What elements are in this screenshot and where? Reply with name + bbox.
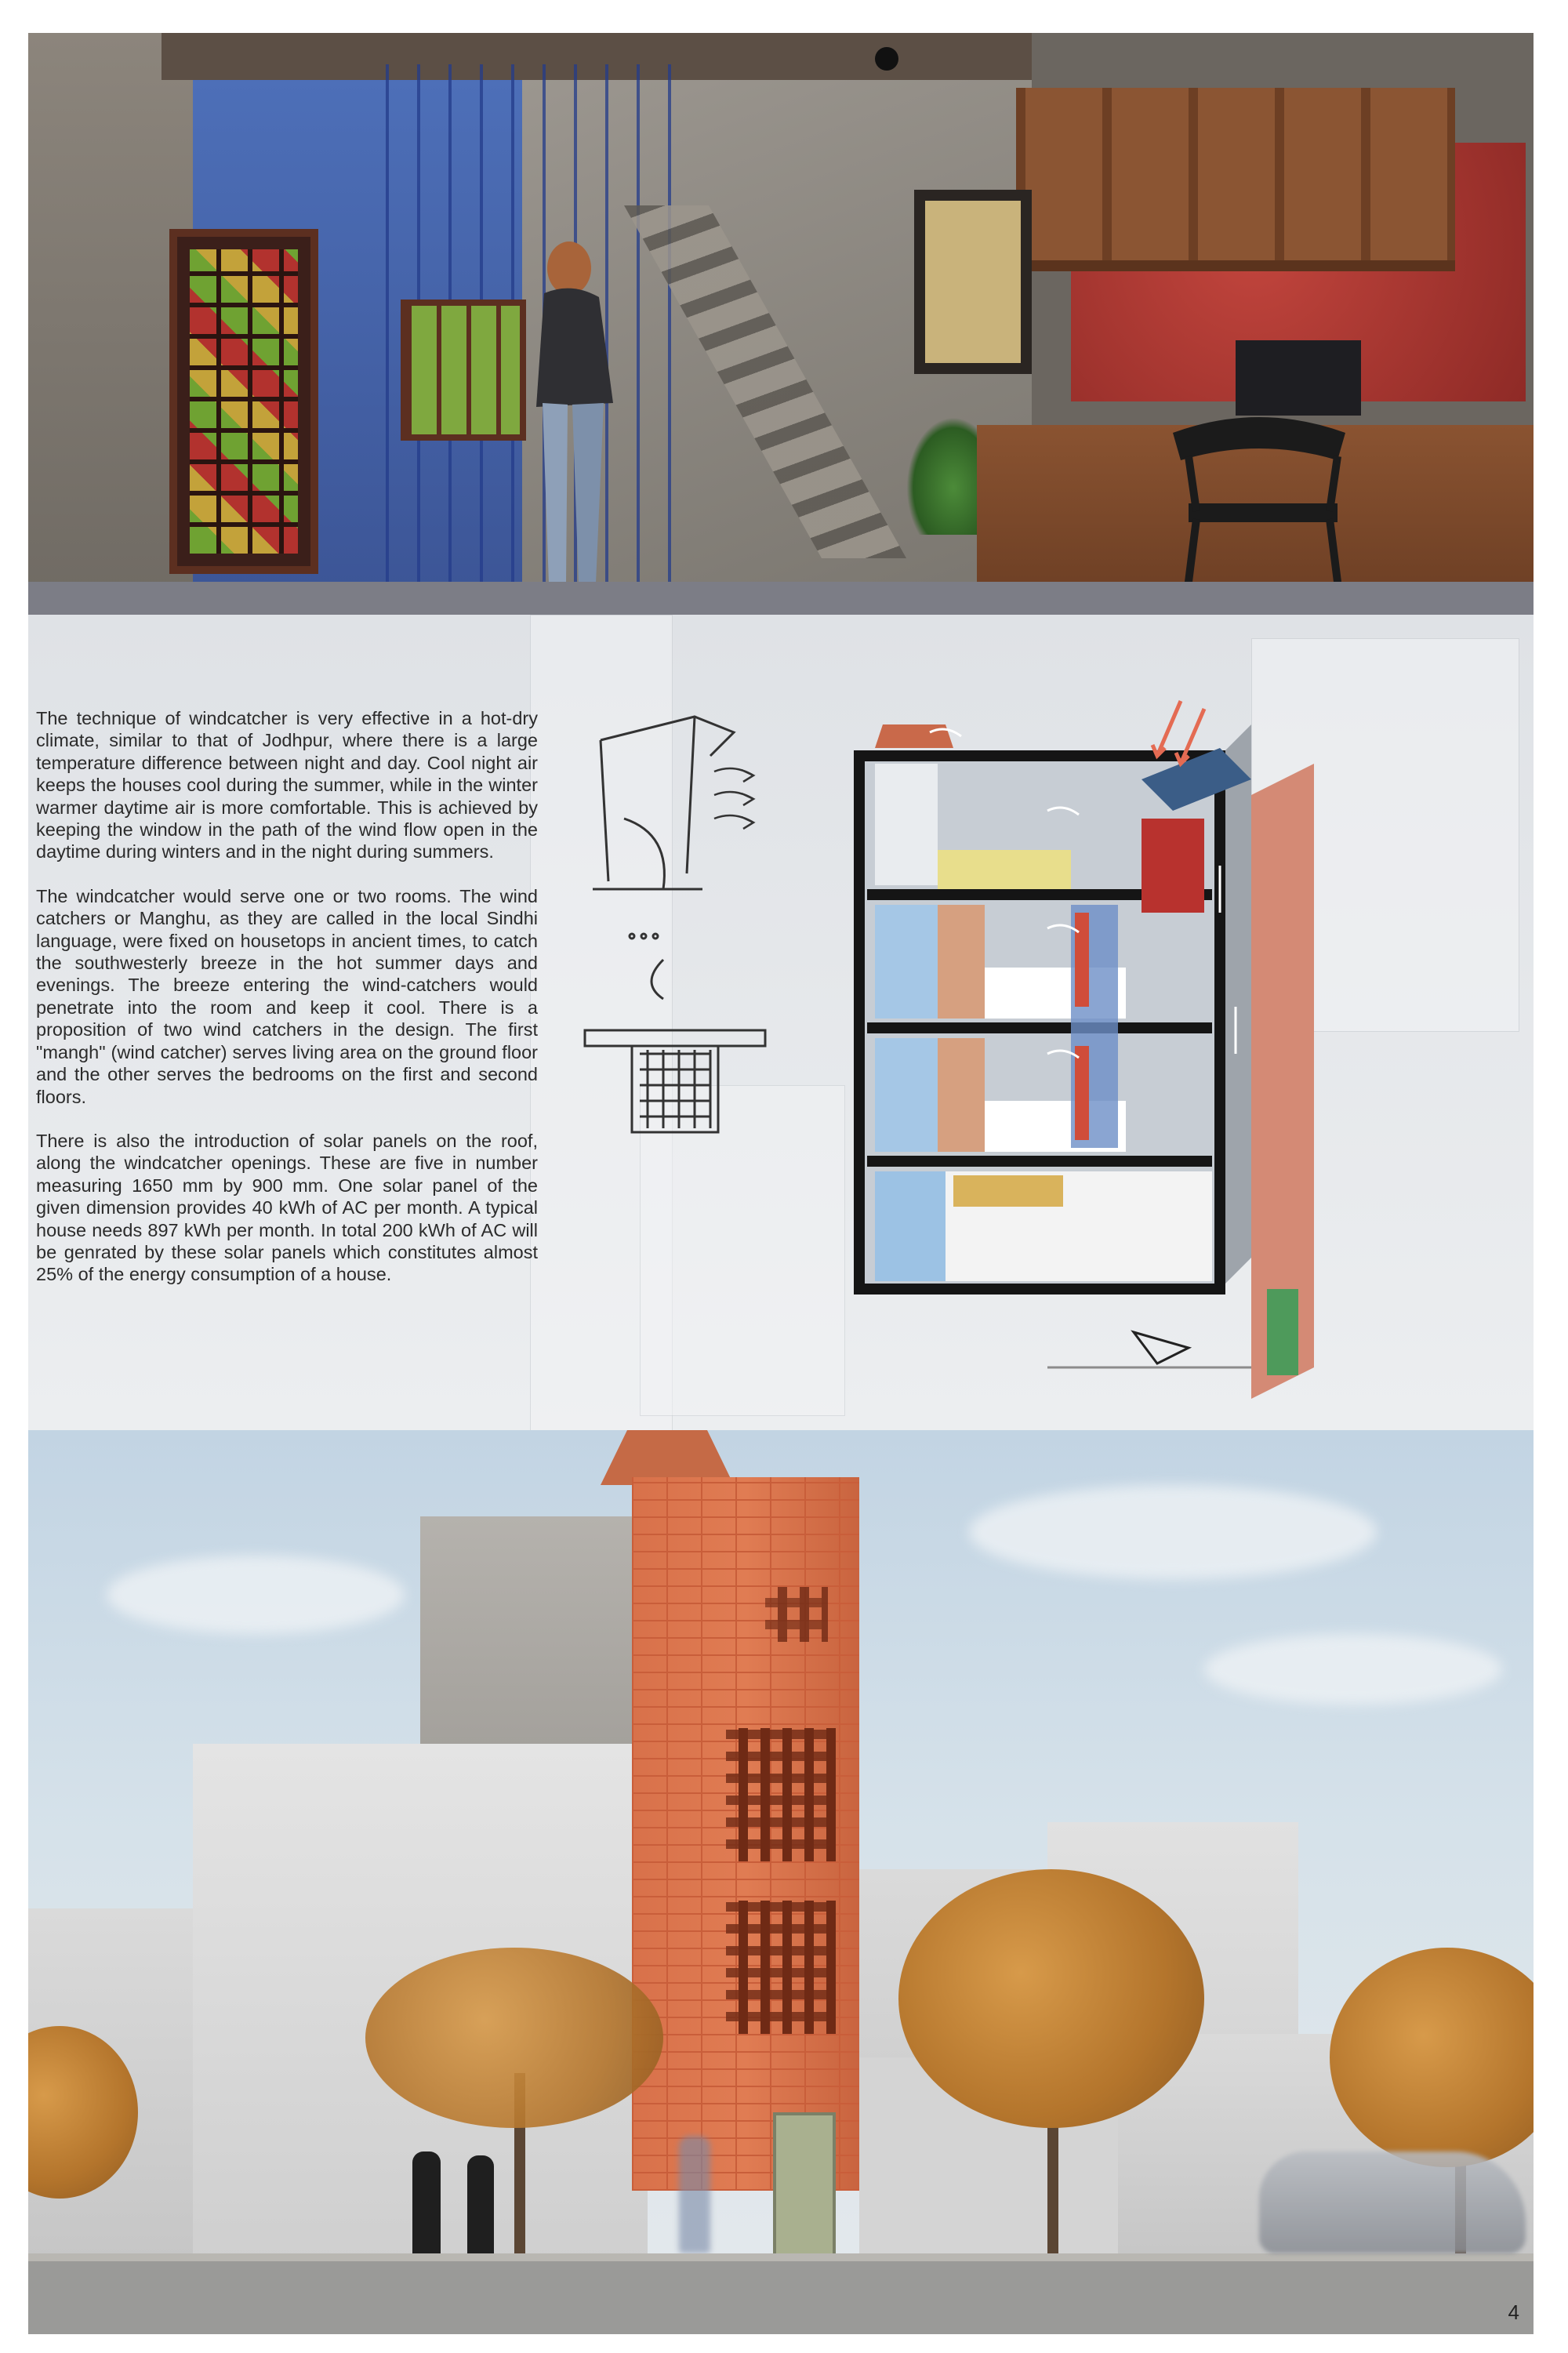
section-panel <box>28 615 1534 1430</box>
presentation-sheet <box>28 33 1534 2334</box>
stained-glass-door <box>169 229 318 574</box>
stained-glass-window <box>401 300 526 441</box>
paragraph-manghu: The windcatcher would serve one or two rooms. The wind catchers or Manghu, as they are called in the local Sindhi language, were fixed on housetops in ancient times, to catch the southwesterly breeze in the hot summer days and evenings. The breeze entering the wind-catchers would penetrate into the room and keep it cool. There is a proposition of two wind catchers in the design. The first "mangh" (wind catcher) serves living area on the ground floor and the other serves the bedrooms on the first and second floors. <box>36 885 538 1107</box>
ceiling-light-icon <box>875 47 898 71</box>
street <box>28 2261 1534 2334</box>
description-text <box>36 707 538 1308</box>
windcatcher-sketch <box>577 701 812 1140</box>
brick-jali-screen <box>726 1901 836 2034</box>
desk-chair <box>1142 386 1377 613</box>
paragraph-windcatcher-technique: The technique of windcatcher is very effective in a hot-dry climate, similar to that of Jodhpur, where there is a large temperature difference between night and day. Cool night air keeps the houses cool during the summer, while in the winter warmer daytime air is more comfortable. This is achieved by keeping the window in the path of the wind flow open in the daytime during winters and in the night during summers. <box>36 708 538 862</box>
autumn-tree <box>898 1869 1204 2128</box>
cloud <box>969 1485 1377 1579</box>
page-number: 4 <box>1508 2300 1519 2324</box>
framed-poster <box>914 190 1032 374</box>
moving-figure <box>679 2136 710 2253</box>
woman-figure <box>521 238 622 607</box>
autumn-tree <box>365 1948 663 2128</box>
interior-render <box>28 33 1534 615</box>
bookshelf <box>1016 88 1455 271</box>
terrazzo-floor <box>28 582 1534 615</box>
cloud <box>107 1556 405 1634</box>
brick-jali-screen <box>726 1728 836 1861</box>
entrance-door <box>773 2112 836 2261</box>
pedestrian-figure <box>467 2155 494 2257</box>
wind-arrow-icon <box>714 768 753 829</box>
windcatcher-openings <box>765 1587 828 1642</box>
exterior-render <box>28 1430 1534 2334</box>
paragraph-solar-panels: There is also the introduction of solar panels on the roof, along the windcatcher openings. These are five in number measuring 1650 mm by 900 mm. One solar panel of the given dimension provides 40 kWh of AC per month. A typical house needs 897 kWh per month. In total 200 kWh of AC will be genrated by these solar panels which constitutes almost 25% of the energy consumption of a house. <box>36 1130 538 1285</box>
cloud <box>1204 1634 1502 1705</box>
pedestrian-figure <box>412 2151 441 2257</box>
concrete-wall <box>28 33 193 615</box>
sectional-axonometric <box>812 693 1518 1422</box>
moving-car <box>1259 2151 1526 2253</box>
north-arrow-icon <box>1047 1332 1251 1367</box>
